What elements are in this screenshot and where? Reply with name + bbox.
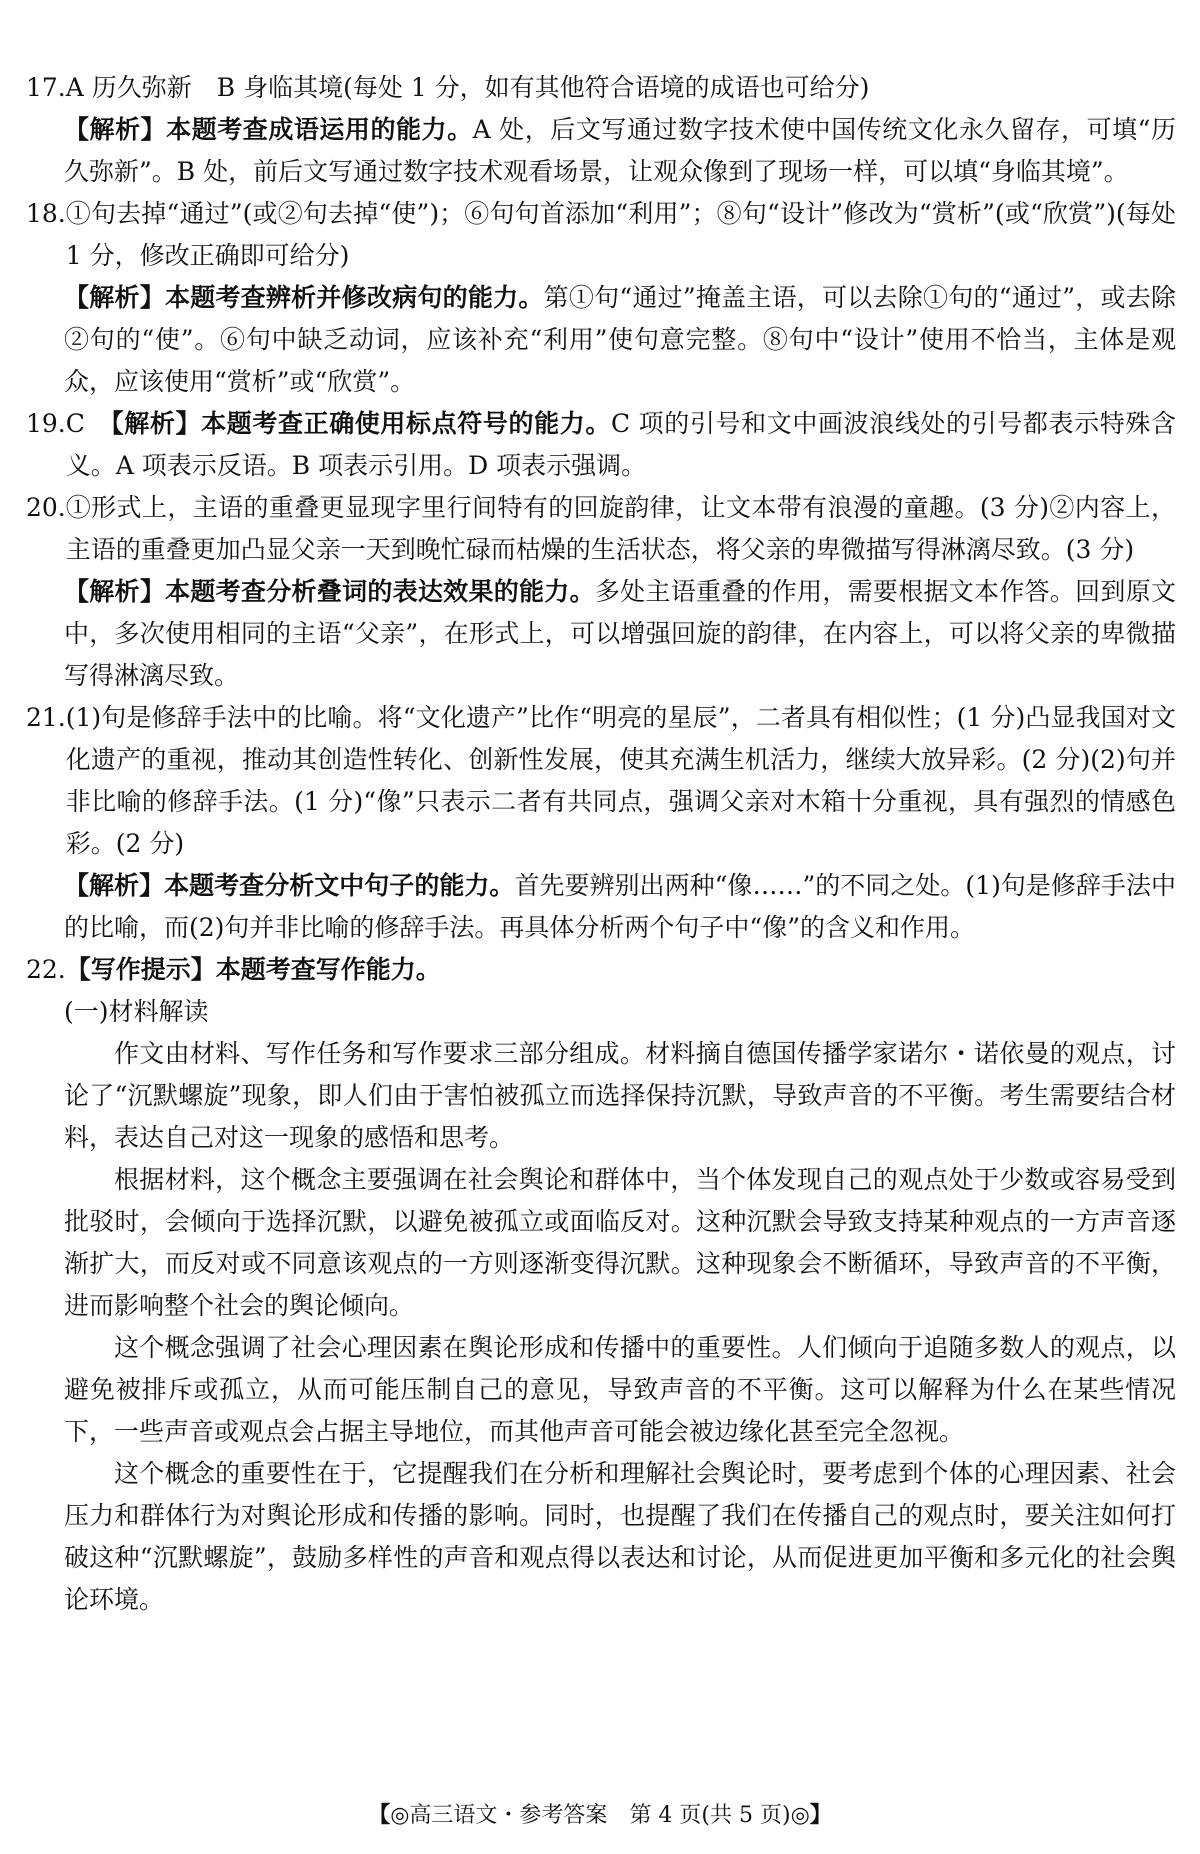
question-21 [26,697,1176,865]
question-17 [26,67,1176,109]
question-number: 22. [26,955,66,984]
question-22 [26,949,1176,991]
analysis-label: 【解析】本题考查分析叠词的表达效果的能力。 [64,577,595,606]
analysis-block [26,571,1176,697]
analysis-block [26,277,1176,403]
analysis-label: 【解析】本题考查分析文中句子的能力。 [64,871,515,900]
analysis-label: 【解析】本题考查成语运用的能力。 [64,115,473,144]
footer-page-number: 第 4 页(共 5 页) [629,1803,791,1828]
analysis-text: 首先要辨别出两种“像……”的不同之处。(1)句是修辞手法中的比喻，而(2)句并非比喻的修辞手法。再具体分析两个句子中“像”的含义和作用。 [64,871,1176,942]
question-number: 18. [26,199,66,228]
answer-text: ①形式上，主语的重叠更显现字里行间特有的回旋韵律，让文本带有浪漫的童趣。(3 分)②内容上，主语的重叠更加凸显父亲一天到晚忙碌而枯燥的生活状态，将父亲的卑微描写得淋漓尽致。(3 分) [65,493,1176,564]
body-paragraph: 作文由材料、写作任务和写作要求三部分组成。材料摘自德国传播学家诺尔・诺依曼的观点，讨论了“沉默螺旋”现象，即人们由于害怕被孤立而选择保持沉默，导致声音的不平衡。考生需要结合材料，表达自己对这一现象的感悟和思考。 [64,1039,1176,1152]
question-number: 19. [26,409,66,438]
answer-page [26,67,1176,1621]
analysis-label: 【解析】本题考查正确使用标点符号的能力。 [111,409,611,438]
answer-text: C [65,409,112,438]
question-number: 21. [26,703,66,732]
question-18 [26,193,1176,277]
analysis-text: 多处主语重叠的作用，需要根据文本作答。回到原文中，多次使用相同的主语“父亲”，在形式上，可以增强回旋的韵律，在内容上，可以将父亲的卑微描写得淋漓尽致。 [64,577,1176,690]
footer-left-mark: 【◎ [368,1802,410,1828]
answer-text: A 历久弥新 B 身临其境(每处 1 分，如有其他符合语境的成语也可给分) [65,73,870,102]
analysis-label: 【解析】本题考查辨析并修改病句的能力。 [64,283,544,312]
section-subheading: (一)材料解读 [64,997,209,1026]
body-paragraph: 根据材料，这个概念主要强调在社会舆论和群体中，当个体发现自己的观点处于少数或容易受到批驳时，会倾向于选择沉默，以避免被孤立或面临反对。这种沉默会导致支持某种观点的一方声音逐渐扩大，而反对或不同意该观点的一方则逐渐变得沉默。这种现象会不断循环，导致声音的不平衡，进而影响整个社会的舆论倾向。 [64,1165,1176,1320]
analysis-text: A 处，后文写通过数字技术使中国传统文化永久留存，可填“历久弥新”。B 处，前后文写通过数字技术观看场景，让观众像到了现场一样，可以填“身临其境”。 [64,115,1176,186]
answer-text: ①句去掉“通过”(或②句去掉“使”)；⑥句句首添加“利用”；⑧句“设计”修改为“赏析”(或“欣赏”)(每处 1 分，修改正确即可给分) [65,199,1176,270]
analysis-text: C 项的引号和文中画波浪线处的引号都表示特殊含义。A 项表示反语。B 项表示引用。D 项表示强调。 [65,409,1176,480]
question-number: 17. [26,73,66,102]
footer-right-mark: ◎】 [790,1802,832,1828]
question-19 [26,403,1176,487]
analysis-text: 第①句“通过”掩盖主语，可以去除①句的“通过”，或去除②句的“使”。⑥句中缺乏动词，应该补充“利用”使句意完整。⑧句中“设计”使用不恰当，主体是观众，应该使用“赏析”或“欣赏”。 [64,283,1176,396]
body-paragraph: 这个概念强调了社会心理因素在舆论形成和传播中的重要性。人们倾向于追随多数人的观点，以避免被排斥或孤立，从而可能压制自己的意见，导致声音的不平衡。这可以解释为什么在某些情况下，一些声音或观点会占据主导地位，而其他声音可能会被边缘化甚至完全忽视。 [64,1333,1176,1446]
question-number: 20. [26,493,66,522]
analysis-block [26,109,1176,193]
footer-subject: 高三语文・参考答案 [409,1803,608,1828]
writing-prompt-heading: 【写作提示】本题考查写作能力。 [65,955,441,984]
body-paragraph: 这个概念的重要性在于，它提醒我们在分析和理解社会舆论时，要考虑到个体的心理因素、社会压力和群体行为对舆论形成和传播的影响。同时，也提醒了我们在传播自己的观点时，要关注如何打破这种“沉默螺旋”，鼓励多样性的声音和观点得以表达和讨论，从而促进更加平衡和多元化的社会舆论环境。 [64,1459,1176,1614]
analysis-block [26,865,1176,949]
answer-text: (1)句是修辞手法中的比喻。将“文化遗产”比作“明亮的星辰”，二者具有相似性；(1 分)凸显我国对文化遗产的重视，推动其创造性转化、创新性发展，使其充满生机活力，继续大放异彩。(2 分)(2)句并非比喻的修辞手法。(1 分)“像”只表示二者有共同点，强调父亲对木箱十分重视，具有强烈的情感色彩。(2 分) [65,703,1176,858]
question-20 [26,487,1176,571]
page-footer [0,1800,1200,1831]
